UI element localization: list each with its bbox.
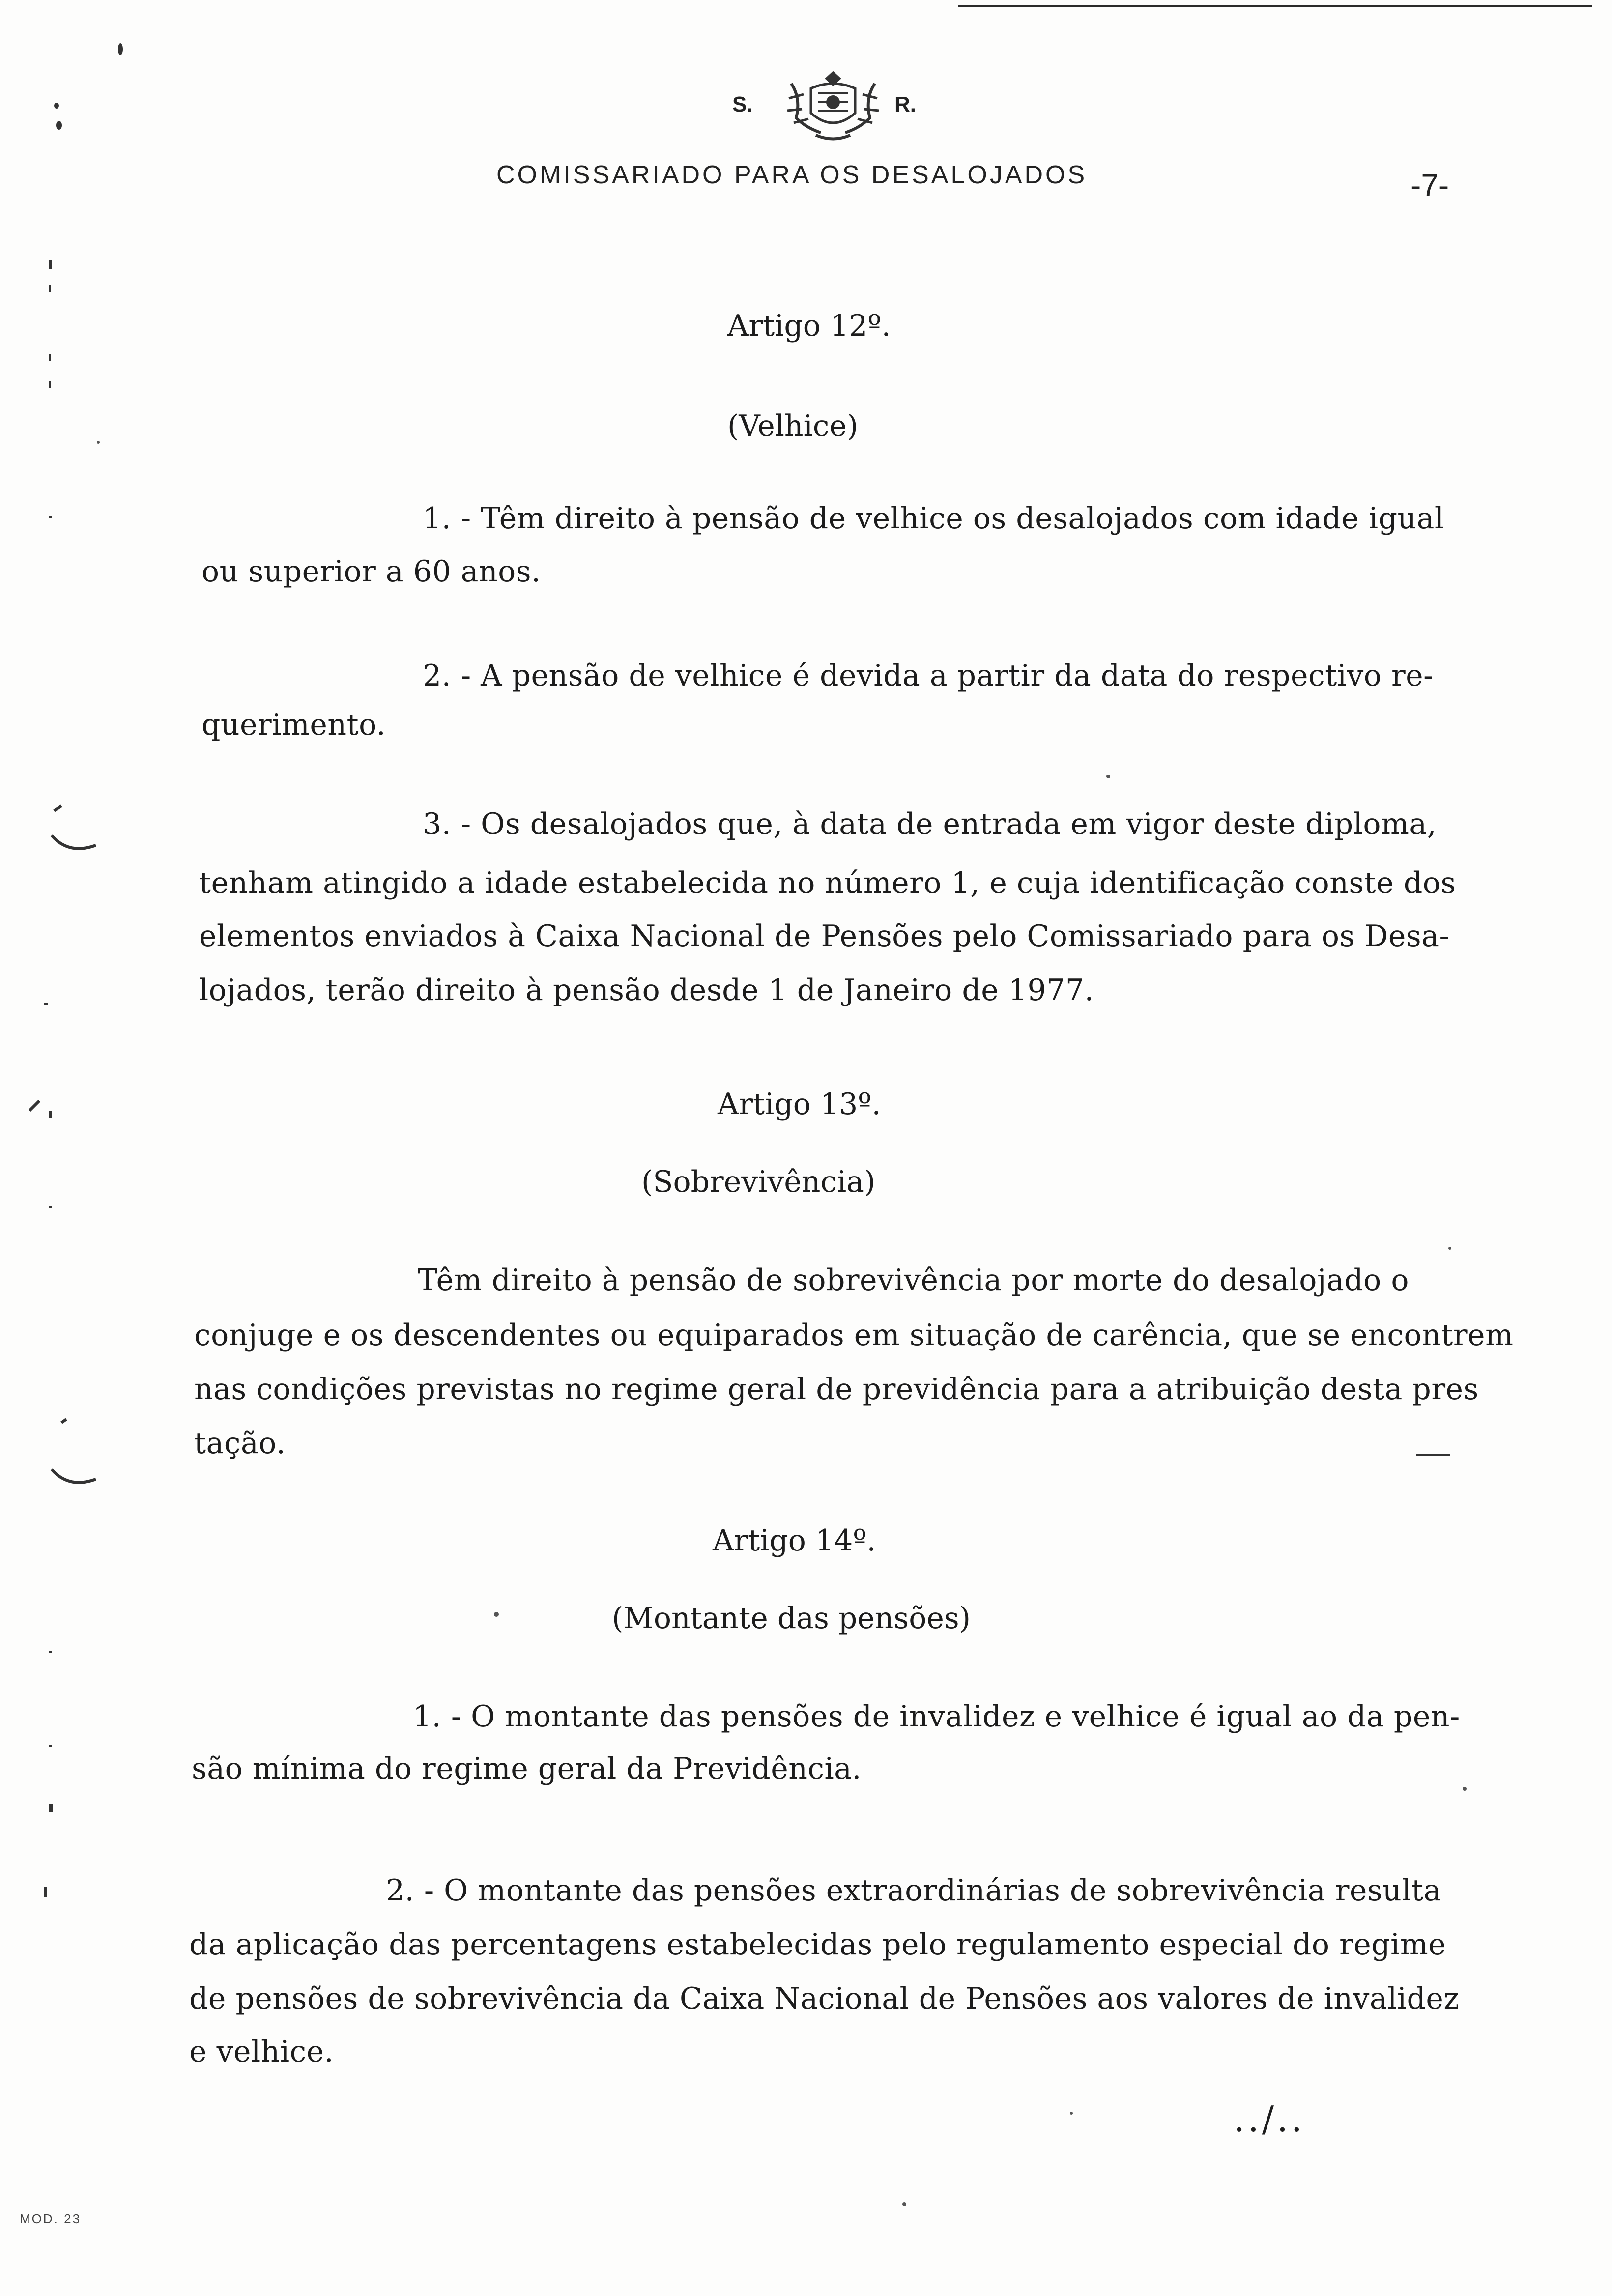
article-12-para3-line2: tenham atingido a idade estabelecida no número 1, e cuja identificação conste dos: [199, 866, 1456, 900]
article-12-title: Artigo 12º.: [727, 309, 891, 343]
article-12-para3-line1: 3. - Os desalojados que, à data de entrada em vigor deste diploma,: [423, 807, 1437, 841]
article-13-para1-line2: conjuge e os descendentes ou equiparados em situação de carência, que se encontrem: [194, 1318, 1514, 1352]
article-13-para1-line3: nas condições previstas no regime geral de previdência para a atribuição desta pres: [194, 1372, 1479, 1406]
article-13-para1-line1: Têm direito à pensão de sobrevivência por morte do desalojado o: [418, 1263, 1409, 1297]
article-12-subtitle: (Velhice): [727, 409, 859, 443]
article-14-para2-line1: 2. - O montante das pensões extraordinárias de sobrevivência resulta: [386, 1873, 1441, 1908]
page-number: -7-: [1410, 168, 1449, 203]
article-14-para2-line4: e velhice.: [189, 2035, 334, 2069]
article-13-para1-line4: tação.: [194, 1426, 286, 1461]
form-code: MOD. 23: [20, 2211, 82, 2226]
article-12-para3-line4: lojados, terão direito à pensão desde 1 de Janeiro de 1977.: [199, 973, 1094, 1007]
article-14-para1-line1: 1. - O montante das pensões de invalidez e velhice é igual ao da pen-: [413, 1699, 1460, 1734]
article-12-para3-line3: elementos enviados à Caixa Nacional de Pensões pelo Comissariado para os Desa-: [199, 919, 1450, 953]
article-13-subtitle: (Sobrevivência): [641, 1165, 876, 1199]
article-14-para2-line2: da aplicação das percentagens estabelecidas pelo regulamento especial do regime: [189, 1927, 1446, 1962]
article-12-para1-line1: 1. - Têm direito à pensão de velhice os desalojados com idade igual: [423, 501, 1444, 536]
article-12-para1-line2: ou superior a 60 anos.: [202, 554, 541, 589]
article-12-para2-line1: 2. - A pensão de velhice é devida a partir da data do respectivo re-: [423, 659, 1434, 693]
continuation-mark: ../..: [1234, 2098, 1305, 2140]
article-14-title: Artigo 14º.: [713, 1523, 876, 1558]
seal-right-letter: R.: [894, 92, 916, 116]
article-12-para2-line2: querimento.: [202, 708, 386, 742]
article-14-para2-line3: de pensões de sobrevivência da Caixa Nacional de Pensões aos valores de invalidez: [189, 1981, 1460, 2016]
organization-name: COMISSARIADO PARA OS DESALOJADOS: [496, 161, 1088, 189]
article-13-title: Artigo 13º.: [718, 1087, 881, 1121]
article-14-para1-line2: são mínima do regime geral da Previdência.: [192, 1751, 862, 1786]
seal-left-letter: S.: [732, 92, 753, 116]
article-14-subtitle: (Montante das pensões): [612, 1601, 971, 1636]
